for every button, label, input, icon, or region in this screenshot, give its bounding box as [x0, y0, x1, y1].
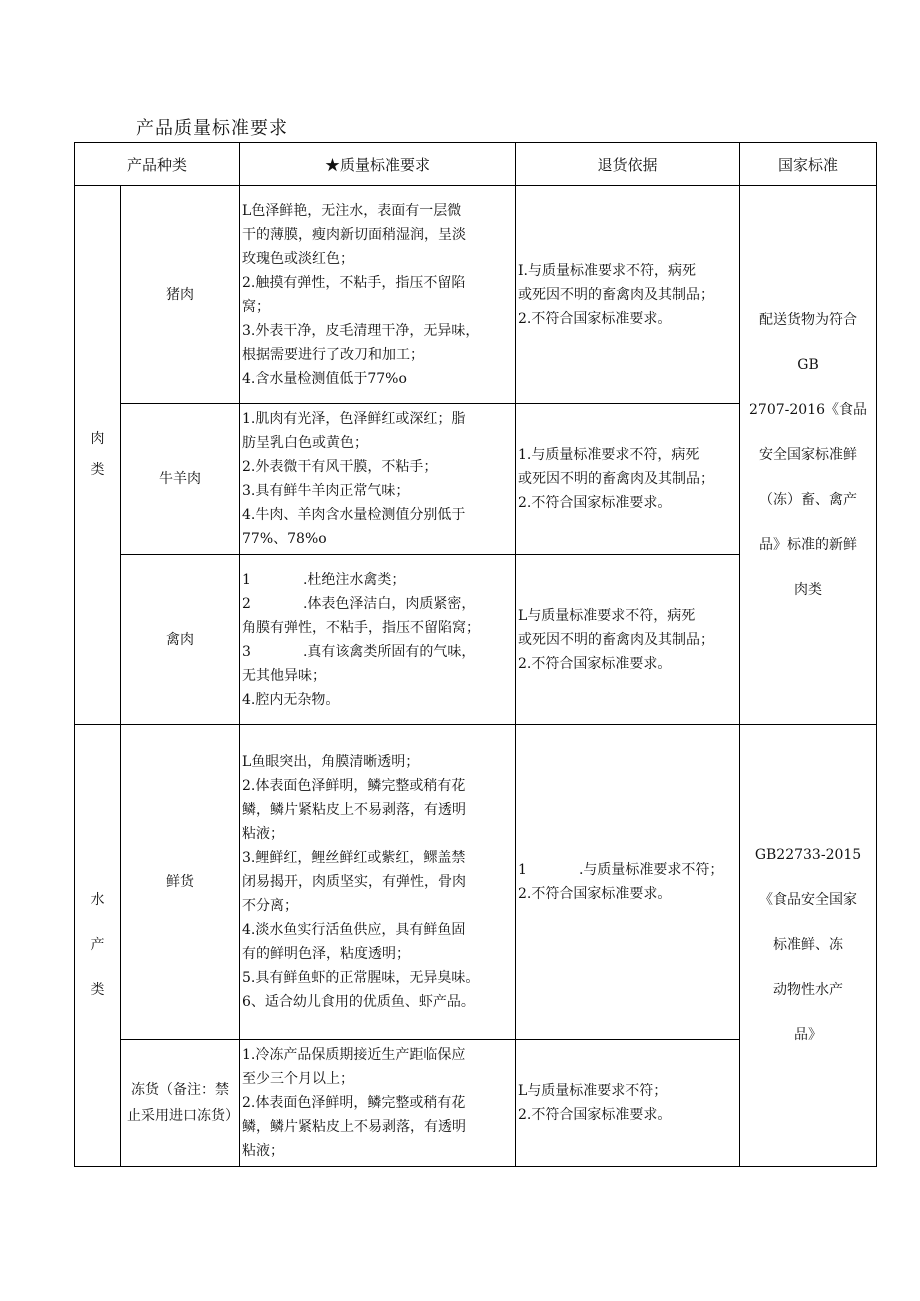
product-name: 鲜货 — [121, 725, 240, 1040]
text-line: L鱼眼突出，角膜清晰透明； — [242, 754, 420, 770]
text-line: GB22733-2015 — [754, 847, 862, 863]
text-line: 4.牛肉、羊肉含水量检测值分别低于 — [242, 507, 466, 523]
text-line: 2.不符合国家标准要求。 — [518, 1107, 672, 1123]
page-title: 产品质量标准要求 — [136, 118, 288, 139]
text-line: 2.不符合国家标准要求。 — [518, 495, 672, 511]
text-line: 至少三个月以上； — [242, 1071, 355, 1087]
group-char: 肉 — [90, 431, 105, 447]
text-line: GB — [797, 356, 819, 373]
returns-cell — [516, 725, 740, 1040]
text-line: 肪呈乳白色或黄色； — [242, 435, 369, 451]
text-line: 1 .杜绝注水禽类； — [242, 571, 406, 588]
text-line: 1.肌肉有光泽，色泽鲜红或深红；脂 — [242, 411, 466, 427]
text-line: 安全国家标准鲜 — [759, 446, 858, 463]
text-line: 粘液； — [242, 826, 285, 842]
text-line: 品》 — [794, 1027, 823, 1043]
text-line: 4.淡水鱼实行活鱼供应，具有鲜鱼固 — [242, 922, 466, 938]
text-line: 闭易揭开，肉质坚实，有弹性，骨肉 — [242, 874, 467, 890]
text-line: 或死因不明的畜禽肉及其制品； — [518, 471, 715, 487]
quality-standards-table — [74, 142, 877, 1167]
group-char: 产 — [90, 937, 105, 953]
text-line: 2 .体表色泽洁白，肉质紧密， — [242, 595, 476, 612]
text-line: 有的鲜明色泽，粘度透明； — [242, 946, 411, 962]
product-name: 牛羊肉 — [121, 404, 240, 555]
text-line: 2.体表面色泽鲜明，鳞完整或稍有花 — [242, 778, 466, 794]
text-line: 2.不符合国家标准要求。 — [518, 310, 672, 327]
text-line: 窝； — [242, 298, 271, 315]
text-line: 标准鲜、冻 — [773, 937, 844, 953]
product-name: 猪肉 — [121, 186, 240, 404]
text-line: L与质量标准要求不符，病死 — [518, 607, 696, 624]
text-line: 1 .与质量标准要求不符； — [518, 862, 724, 878]
text-line: 3.鲤鲜红，鲤丝鲜红或紫红，鳏盖禁 — [242, 850, 466, 866]
text-line: L色泽鲜艳，无注水，表面有一层微 — [242, 202, 462, 219]
text-line: 鳞，鳞片紧粘皮上不易剥落，有透明 — [242, 1119, 467, 1135]
text-line: （冻）畜、禽产 — [759, 491, 858, 508]
group-char: 类 — [90, 462, 105, 478]
header-category: 产品种类 — [75, 143, 240, 186]
table-row — [75, 725, 877, 1040]
header-row — [75, 143, 877, 186]
table-row — [75, 186, 877, 404]
text-line: L与质量标准要求不符； — [518, 1083, 668, 1099]
group-char: 类 — [90, 982, 105, 998]
text-line: 3.具有鲜牛羊肉正常气味； — [242, 483, 410, 499]
group-aquatic — [75, 725, 121, 1167]
requirements-cell — [240, 404, 516, 555]
text-line: 2.触摸有弹性，不粘手，指压不留陷 — [242, 274, 466, 291]
text-line: 根据需要进行了改刀和加工； — [242, 346, 425, 363]
text-line: 品》标准的新鲜 — [759, 536, 858, 553]
text-line: 3 .真有该禽类所固有的气味， — [242, 643, 476, 660]
returns-cell — [516, 404, 740, 555]
text-line: 或死因不明的畜禽肉及其制品； — [518, 286, 715, 303]
text-line: 配送货物为符合 — [759, 311, 858, 328]
national-standard-meat — [740, 186, 877, 725]
text-line: 2707-2016《食品 — [749, 401, 868, 418]
text-line: 5.具有鲜鱼虾的正常腥味，无异臭味。 — [242, 970, 480, 986]
product-name: 禽肉 — [121, 555, 240, 725]
text-line: 77%、78%o — [242, 531, 327, 547]
text-line: 肉类 — [794, 581, 823, 598]
requirements-cell — [240, 1040, 516, 1167]
text-line: 2.不符合国家标准要求。 — [518, 886, 672, 902]
text-line: 粘液； — [242, 1143, 285, 1159]
header-quality: ★质量标准要求 — [240, 143, 516, 186]
text-line: I.与质量标准要求不符，病死 — [518, 262, 696, 279]
text-line: 1.与质量标准要求不符，病死 — [518, 447, 700, 463]
text-line: 玫瑰色或淡红色； — [242, 250, 355, 267]
text-line: 2.不符合国家标准要求。 — [518, 655, 672, 672]
group-meat — [75, 186, 121, 725]
returns-cell — [516, 186, 740, 404]
text-line: 1.冷冻产品保质期接近生产距临保应 — [242, 1047, 466, 1063]
text-line: 鳞，鳞片紧粘皮上不易剥落，有透明 — [242, 802, 467, 818]
text-line: 4.腔内无杂物。 — [242, 691, 340, 708]
text-line: 无其他异味； — [242, 667, 327, 684]
group-char: 水 — [90, 892, 105, 908]
national-standard-aquatic — [740, 725, 877, 1167]
text-line: 不分离； — [242, 898, 299, 914]
text-line: 3.外表干净，皮毛清理干净，无异味， — [242, 322, 480, 339]
text-line: 或死因不明的畜禽肉及其制品； — [518, 631, 715, 648]
header-national-standard: 国家标准 — [740, 143, 877, 186]
text-line: 干的薄膜，瘦肉新切面稍湿润，呈淡 — [242, 226, 467, 243]
text-line: 《食品安全国家 — [759, 892, 858, 908]
text-line: 动物性水产 — [773, 982, 844, 998]
requirements-cell — [240, 555, 516, 725]
returns-cell — [516, 1040, 740, 1167]
text-line: 2.外表微干有风干膜，不粘手； — [242, 459, 438, 475]
requirements-cell — [240, 186, 516, 404]
product-name: 冻货（备注：禁止采用进口冻货） — [121, 1040, 240, 1167]
header-return-basis: 退货依据 — [516, 143, 740, 186]
text-line: 角膜有弹性，不粘手，指压不留陷窝； — [242, 619, 481, 636]
returns-cell — [516, 555, 740, 725]
text-line: 2.体表面色泽鲜明，鳞完整或稍有花 — [242, 1095, 466, 1111]
text-line: 4.含水量检测值低于77%o — [242, 370, 407, 387]
requirements-cell — [240, 725, 516, 1040]
text-line: 6、适合幼儿食用的优质鱼、虾产品。 — [242, 994, 475, 1010]
